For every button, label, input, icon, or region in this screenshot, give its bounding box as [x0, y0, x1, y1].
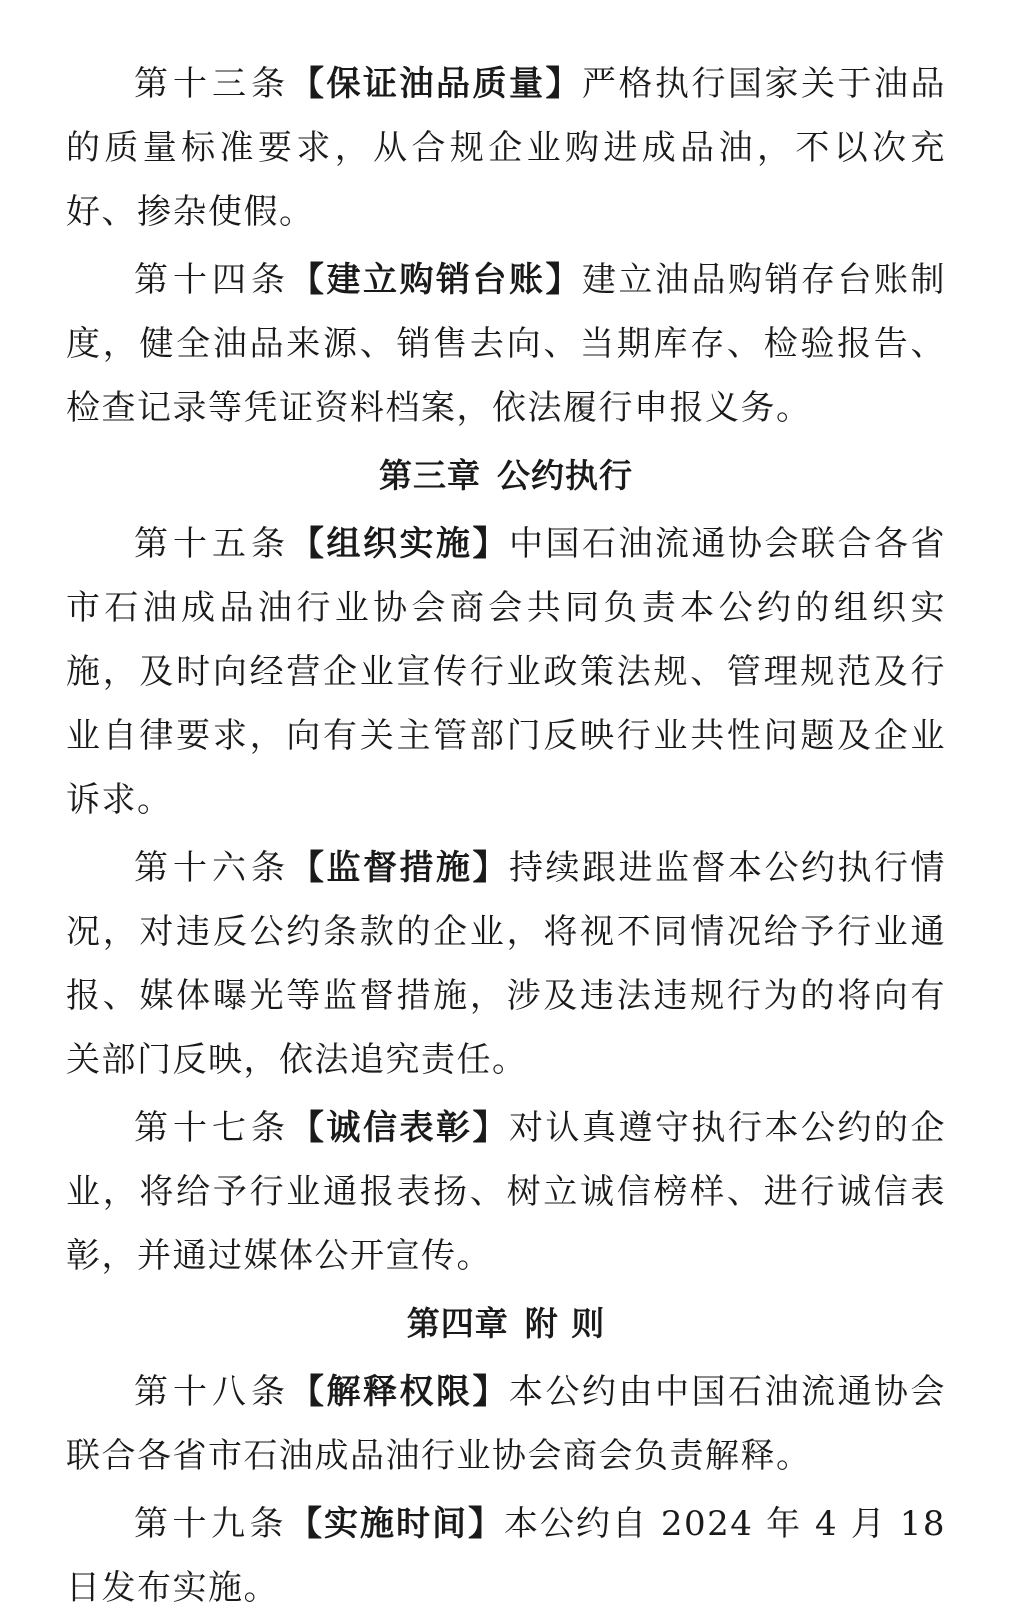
article-title: 【诚信表彰】: [290, 1108, 509, 1148]
article-number: 第十三条: [134, 64, 290, 104]
article-body: 本公约由中国石油流通协会联合各省市石油成品油行业协会商会负责解释。: [66, 1372, 946, 1476]
article-body: 中国石油流通协会联合各省市石油成品油行业协会商会共同负责本公约的组织实施，及时向经营企业宣传行业政策法规、管理规范及行业自律要求，向有关主管部门反映行业共性问题及企业诉求。: [66, 524, 946, 820]
article-body: 持续跟进监督本公约执行情况，对违反公约条款的企业，将视不同情况给予行业通报、媒体曝光等监督措施，涉及违法违规行为的将向有关部门反映，依法追究责任。: [66, 848, 946, 1080]
article-16: [66, 836, 946, 1092]
article-body: 建立油品购销存台账制度，健全油品来源、销售去向、当期库存、检验报告、检查记录等凭证资料档案，依法履行申报义务。: [66, 260, 946, 428]
article-number: 第十六条: [134, 848, 290, 888]
chapter-number: 第四章: [406, 1304, 509, 1343]
chapter-name: 公约执行: [497, 456, 633, 495]
article-number: 第十九条: [134, 1504, 289, 1544]
article-number: 第十八条: [134, 1372, 290, 1412]
article-number: 第十四条: [134, 260, 290, 300]
chapter-3-heading: [66, 444, 946, 508]
chapter-number: 第三章: [379, 456, 481, 495]
article-title: 【实施时间】: [288, 1504, 505, 1544]
article-number: 第十五条: [134, 524, 290, 564]
article-18: [66, 1360, 946, 1488]
chapter-name: 附 则: [524, 1304, 606, 1343]
article-title: 【解释权限】: [290, 1372, 509, 1412]
article-number: 第十七条: [134, 1108, 290, 1148]
article-19: [66, 1492, 946, 1620]
article-body: 严格执行国家关于油品的质量标准要求，从合规企业购进成品油，不以次充好、掺杂使假。: [66, 64, 946, 232]
article-13: [66, 52, 946, 244]
article-title: 【建立购销台账】: [290, 260, 582, 300]
article-body: 本公约自 2024 年 4 月 18 日发布实施。: [66, 1504, 947, 1608]
article-17: [66, 1096, 946, 1288]
article-15: [66, 512, 946, 832]
article-title: 【组织实施】: [290, 524, 509, 564]
article-title: 【监督措施】: [290, 848, 509, 888]
chapter-4-heading: [66, 1292, 946, 1356]
document-page: [66, 52, 946, 1624]
article-body: 对认真遵守执行本公约的企业，将给予行业通报表扬、树立诚信榜样、进行诚信表彰，并通过媒体公开宣传。: [66, 1108, 946, 1276]
article-title: 【保证油品质量】: [290, 64, 582, 104]
article-14: [66, 248, 946, 440]
